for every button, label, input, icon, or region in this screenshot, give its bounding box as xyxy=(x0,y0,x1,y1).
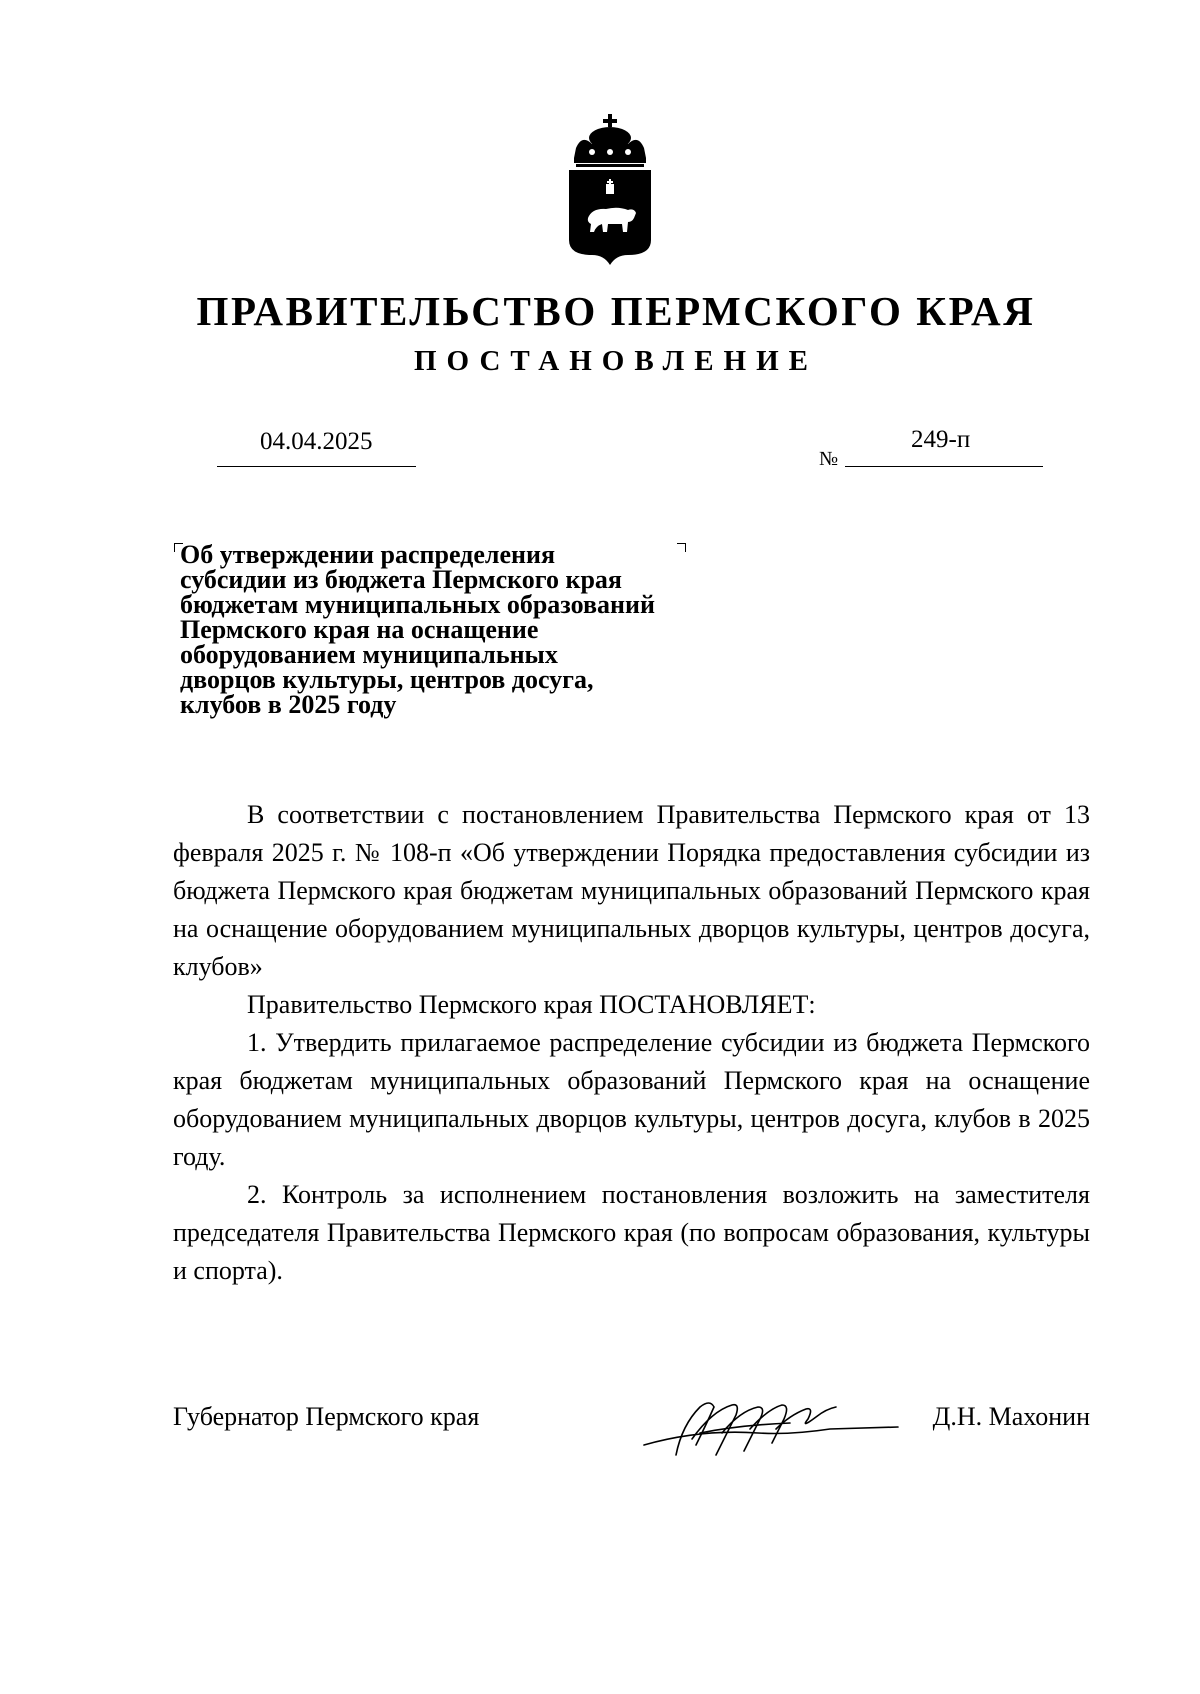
document-body xyxy=(173,796,1090,1290)
document-type: ПОСТАНОВЛЕНИЕ xyxy=(413,345,818,377)
signer-name: Д.Н. Махонин xyxy=(932,1402,1090,1431)
subject-line: Пермского края на оснащение xyxy=(180,615,539,644)
preamble-paragraph: В соответствии с постановлением Правительства Пермского края от 13 февраля 2025 г. № 108-п «Об утверждении Порядка предоставления субсидии из бюджета Пермского края бюджетам муниципальных образований Пермского края на оснащение оборудованием муниципальных дворцов культуры, центров досуга, клубов» xyxy=(173,800,1090,981)
subject-line: клубов в 2025 году xyxy=(180,690,397,719)
subject-line: Об утверждении распределения xyxy=(180,540,556,569)
document-number: 249-п xyxy=(911,426,971,453)
date-underline xyxy=(217,466,416,467)
subject-corner-mark-right xyxy=(677,543,686,552)
number-sign: № xyxy=(819,448,839,470)
number-underline xyxy=(845,466,1043,467)
perm-krai-coat-of-arms-icon xyxy=(562,112,658,268)
organization-title: ПРАВИТЕЛЬСТВО ПЕРМСКОГО КРАЯ xyxy=(196,288,1036,334)
handwritten-signature xyxy=(640,1385,900,1465)
subject-line: субсидии из бюджета Пермского края xyxy=(180,565,622,594)
clause-2-paragraph: 2. Контроль за исполнением постановления возложить на заместителя председателя Правительства Пермского края (по вопросам образования, культуры и спорта). xyxy=(173,1180,1090,1285)
subject-line: дворцов культуры, центров досуга, xyxy=(180,665,594,694)
signer-title: Губернатор Пермского края xyxy=(173,1402,480,1431)
resolution-paragraph: Правительство Пермского края ПОСТАНОВЛЯЕТ: xyxy=(247,990,816,1019)
subject-line: оборудованием муниципальных xyxy=(180,640,558,669)
document-date: 04.04.2025 xyxy=(260,428,373,455)
clause-1-paragraph: 1. Утвердить прилагаемое распределение субсидии из бюджета Пермского края бюджетам муниципальных образований Пермского края на оснащение оборудованием муниципальных дворцов культуры, центров досуга, клубов в 2025 году. xyxy=(173,1028,1090,1171)
document-subject xyxy=(180,542,655,717)
subject-line: бюджетам муниципальных образований xyxy=(180,590,655,619)
